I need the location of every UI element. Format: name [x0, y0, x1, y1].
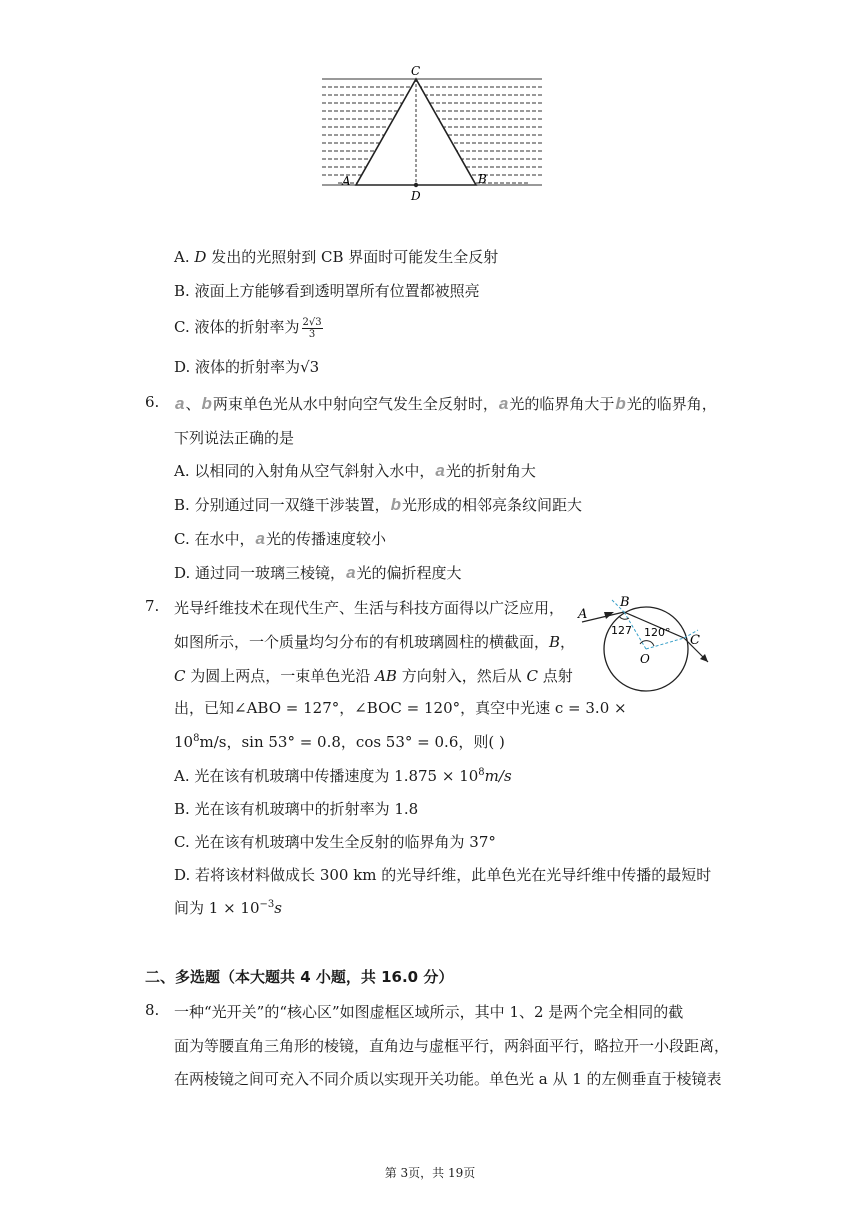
label-b: B — [478, 172, 487, 186]
q7-option-d-cont: 间为 $1 \times 10^{-3}s$ — [174, 899, 282, 917]
q8-stem-line2: 面为等腰直角三角形的棱镜，直角边与虚框平行，两斜面平行，略拉开一小段距离， — [174, 1037, 730, 1055]
q6-option-d: D. 通过同一玻璃三棱镜，a光的偏折程度大 — [174, 563, 462, 582]
q5-option-a: A. D 发出的光照射到 CB 界面时可能发生全反射 — [174, 248, 499, 266]
fiber-figure — [574, 592, 719, 702]
q6-option-a: A. 以相同的入射角从空气斜射入水中，a光的折射角大 — [174, 461, 536, 480]
q7-stem-line3: C 为圆上两点，一束单色光沿 AB 方向射入，然后从 C 点射 — [174, 667, 573, 685]
q7-option-b: B. 光在该有机玻璃中的折射率为 1.8 — [174, 800, 419, 818]
fig-label-c: C — [690, 633, 700, 648]
label-a: A — [342, 174, 351, 188]
prism-figure — [318, 62, 548, 204]
q7-option-a: A. 光在该有机玻璃中传播速度为 $1.875 \times 10^8m/s$ — [174, 767, 512, 785]
q8-number: 8. — [145, 1001, 160, 1019]
q5-option-c: C. 液体的折射率为 $\frac{2√3}{3}$ — [174, 316, 322, 340]
q5-option-b: B. 液面上方能够看到透明罩所有位置都被照亮 — [174, 282, 480, 300]
q6-number: 6. — [145, 393, 160, 411]
q7-stem-line2: 如图所示，一个质量均匀分布的有机玻璃圆柱的横截面，B， — [174, 633, 576, 651]
q7-stem-line1: 光导纤维技术在现代生产、生活与科技方面得以广泛应用， — [174, 599, 565, 617]
q7-stem-line4: 出，已知∠ABO = 127°，∠BOC = 120°，真空中光速 c = 3.0 × — [174, 699, 627, 717]
q7-option-d: D. 若将该材料做成长 300 km 的光导纤维，此单色光在光导纤维中传播的最短时 — [174, 866, 712, 884]
q7-option-c: C. 光在该有机玻璃中发生全反射的临界角为 37° — [174, 833, 496, 851]
fig-label-a: A — [578, 607, 588, 622]
fig-label-o: O — [640, 652, 650, 666]
q6-stem-line1: a、b两束单色光从水中射向空气发生全反射时，a光的临界角大于b光的临界角， — [175, 394, 717, 413]
fig-label-127: 127 — [611, 624, 632, 637]
q6-option-b: B. 分别通过同一双缝干涉装置，b光形成的相邻亮条纹间距大 — [174, 495, 582, 514]
page-footer: 第 3页，共 19页 — [384, 1166, 476, 1180]
q7-stem-line5: $10^8m/s$，sin 53° = 0.8，cos 53° = 0.6，则( ) — [174, 733, 505, 751]
section-heading: 二、多选题（本大题共 4 小题，共 16.0 分） — [145, 968, 454, 986]
fig-label-120: 120° — [644, 626, 671, 639]
q7-number: 7. — [145, 597, 160, 615]
label-d: D — [411, 189, 421, 203]
label-c: C — [411, 64, 421, 78]
q5-option-d: D. 液体的折射率为√3 — [174, 358, 320, 376]
q6-stem-line2: 下列说法正确的是 — [174, 429, 295, 447]
q6-option-c: C. 在水中，a光的传播速度较小 — [174, 529, 386, 548]
q8-stem-line1: 一种“光开关”的“核心区”如图虚框区域所示，其中 1、2 是两个完全相同的截 — [174, 1003, 684, 1021]
q8-stem-line3: 在两棱镜之间可充入不同介质以实现开关功能。单色光 a 从 1 的左侧垂直于棱镜表 — [174, 1070, 722, 1088]
fig-label-b: B — [620, 595, 630, 610]
